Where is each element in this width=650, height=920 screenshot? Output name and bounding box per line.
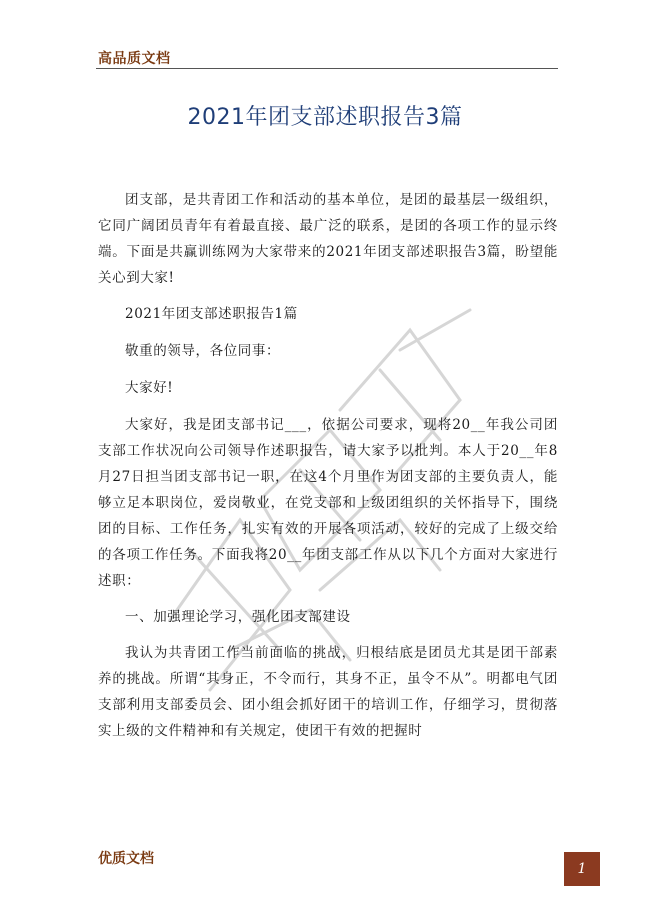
greeting: 大家好!: [125, 380, 174, 396]
section-heading: 一、加强理论学习，强化团支部建设: [125, 609, 351, 625]
intro-paragraph: 团支部，是共青团工作和活动的基本单位，是团的最基层一级组织，它同广阔团员青年有着最直接、最广泛的联系，是团的各项工作的显示终端。下面是共赢训练网为大家带来的2021年团支部述职报告3篇，盼望能关心到大家!: [98, 192, 558, 286]
document-body: [98, 187, 558, 754]
report-paragraph: 大家好，我是团支部书记___，依据公司要求，现将20__年我公司团支部工作状况向公司领导作述职报告，请大家予以批判。本人于20__年8月27日担当团支部书记一职，在这4个月里作为团支部的主要负责人，能够立足本职岗位，爱岗敬业，在党支部和上级团组织的关怀指导下，围绕团的目标、工作任务，扎实有效的开展各项活动，较好的完成了上级交给的各项工作任务。下面我将20__年团支部工作从以下几个方面对大家进行述职：: [98, 417, 558, 589]
report-heading: 2021年团支部述职报告1篇: [125, 306, 298, 322]
header-label: 高品质文档: [98, 51, 171, 67]
header-divider: [96, 68, 558, 69]
footer-label: 优质文档: [98, 851, 154, 867]
document-title: 2021年团支部述职报告3篇: [187, 105, 463, 130]
page-number-badge: 1: [564, 852, 600, 886]
salutation: 敬重的领导，各位同事：: [125, 343, 281, 359]
section-paragraph: 我认为共青团工作当前面临的挑战，归根结底是团员尤其是团干部素养的挑战。所谓“其身正，不令而行，其身不正，虽令不从”。明都电气团支部利用支部委员会、团小组会抓好团干的培训工作，仔细学习，贯彻落实上级的文件精神和有关规定，使团干有效的把握时: [98, 645, 558, 739]
